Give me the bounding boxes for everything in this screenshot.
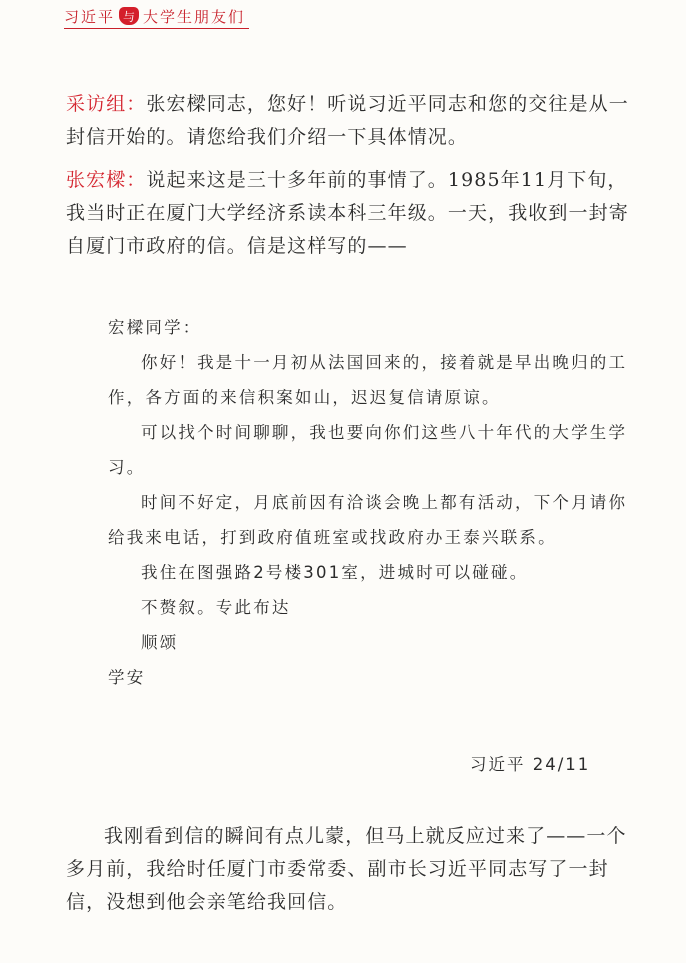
speaker-label: 张宏樑： [66,169,147,191]
letter-body [108,310,638,695]
next-page-hint [84,953,564,963]
letter-paragraph: 不赘叙。专此布达 [141,598,291,617]
header-rule [64,28,249,29]
speaker-label: 采访组： [66,93,147,115]
letter-paragraph: 顺颂 [141,633,179,652]
letter-closing: 学安 [108,668,146,687]
letter-paragraph: 我住在图强路2号楼301室，进城时可以碰碰。 [141,563,529,582]
header-emblem-icon: 与 [119,7,139,25]
interviewee-paragraph [66,164,644,263]
header-right: 大学生朋友们 [143,7,246,26]
closing-paragraph: 我刚看到信的瞬间有点儿蒙，但马上就反应过来了——一个多月前，我给时任厦门市委常委、副市长习近平同志写了一封信，没想到他会亲笔给我回信。 [66,825,627,913]
letter-paragraph: 可以找个时间聊聊，我也要向你们这些八十年代的大学生学习。 [108,423,628,477]
header-left: 习近平 [64,7,116,26]
paragraph-text: 说起来这是三十多年前的事情了。1985年11月下旬，我当时正在厦门大学经济系读本科三年级。一天，我收到一封寄自厦门市政府的信。信是这样写的—— [66,169,629,257]
letter-paragraph: 时间不好定，月底前因有洽谈会晚上都有活动，下个月请你给我来电话，打到政府值班室或找政府办王泰兴联系。 [108,493,628,547]
paragraph-text: 张宏樑同志，您好！听说习近平同志和您的交往是从一封信开始的。请您给我们介绍一下具体情况。 [66,93,629,148]
letter-salutation: 宏樑同学： [108,318,202,337]
letter-signature: 习近平 24/11 [470,755,591,774]
running-header [64,3,245,29]
interviewer-paragraph [66,88,644,154]
letter-paragraph: 你好！我是十一月初从法国回来的，接着就是早出晚归的工作，各方面的来信积案如山，迟迟复信请原谅。 [108,353,628,407]
